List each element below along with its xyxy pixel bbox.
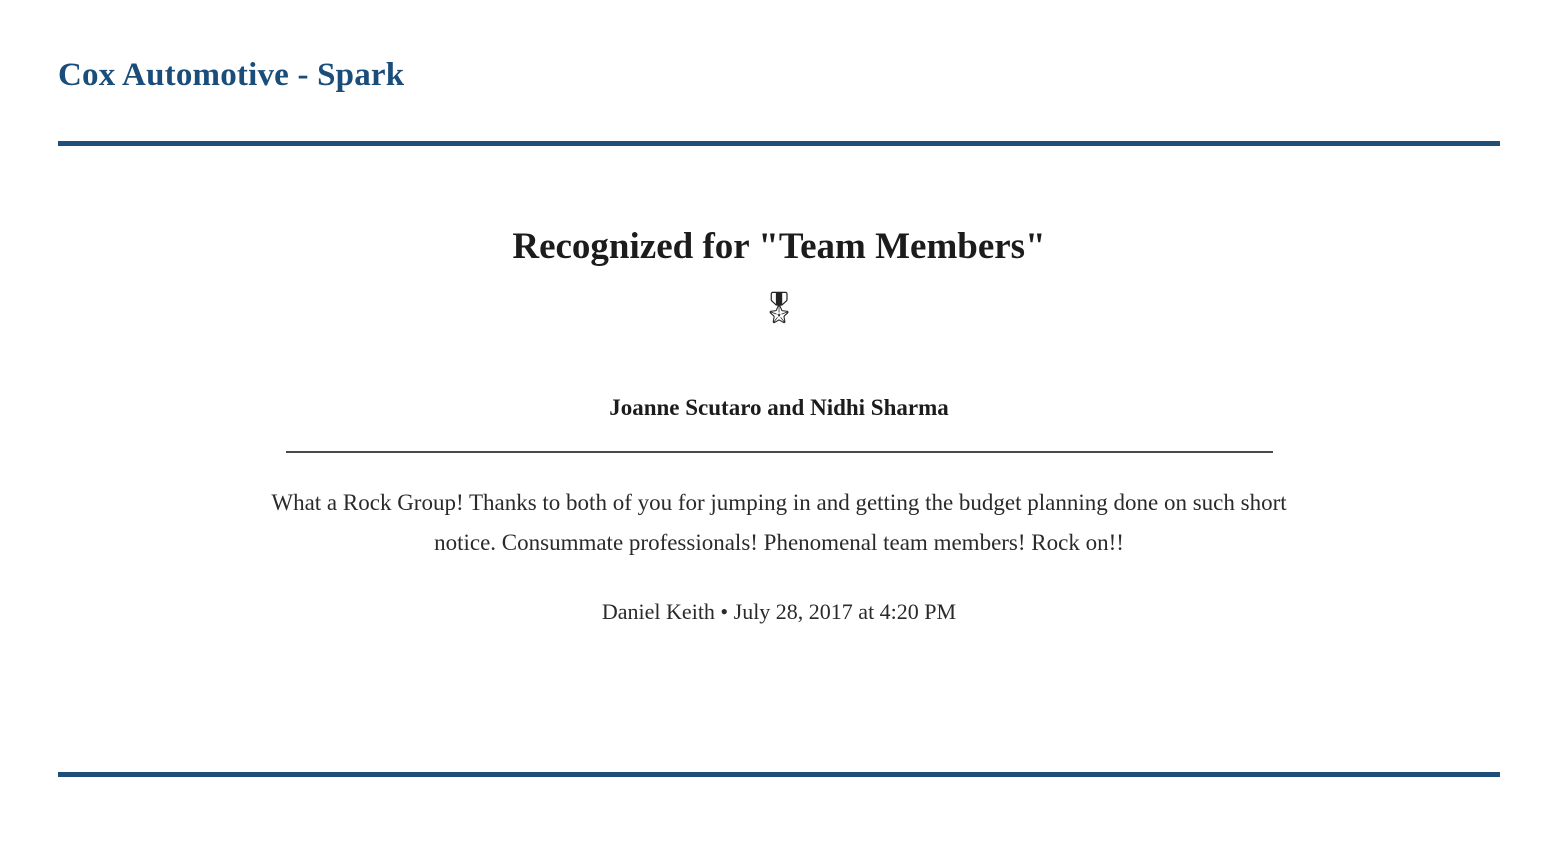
header-divider xyxy=(58,141,1500,146)
award-body xyxy=(58,225,1500,625)
award-medal-icon: 🎖 xyxy=(759,289,799,325)
message-divider xyxy=(286,451,1273,453)
message-divider-wrap xyxy=(58,451,1500,453)
award-headline: Recognized for "Team Members" xyxy=(512,226,1046,268)
page-title: Cox Automotive - Spark xyxy=(58,57,405,93)
footer-divider xyxy=(58,772,1500,777)
award-signature: Daniel Keith • July 28, 2017 at 4:20 PM xyxy=(601,599,957,625)
award-message: What a Rock Group! Thanks to both of you for jumping in and getting the budget planning done on such short notice. Consummate professionals! Phenomenal team members! Rock on!! xyxy=(271,489,1287,555)
award-recipients: Joanne Scutaro and Nidhi Sharma xyxy=(609,394,949,420)
